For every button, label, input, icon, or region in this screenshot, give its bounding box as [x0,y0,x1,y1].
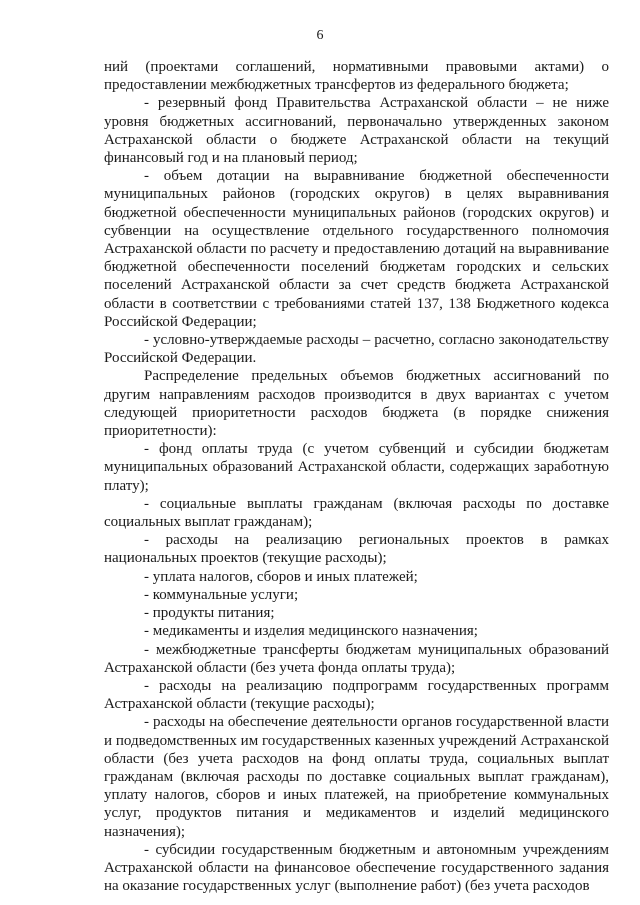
list-item: - объем дотации на выравнивание бюджетной обеспеченности муниципальных районов (городских округов) в целях выравнивания бюджетной обеспеченности муниципальных районов (городских округов) и субвенции на осуществление отдельного государственного полномочия Астраханской области по расчету и предоставлению дотаций на выравнивание бюджетной обеспеченности поселений бюджетам городских и сельских поселений Астраханской области за счет средств бюджета Астраханской области в соответствии с требованиями статей 137, 138 Бюджетного кодекса Российской Федерации; [104,168,609,330]
list-item: - межбюджетные трансферты бюджетам муниципальных образований Астраханской области (без учета фонда оплаты труда); [104,641,609,676]
list-item: - условно-утверждаемые расходы – расчетно, согласно законодательству Российской Федерации. [104,332,609,367]
list-item: - субсидии государственным бюджетным и автономным учреждениям Астраханской области на финансовое обеспечение государственного задания на оказание государственных услуг (выполнение работ) (без учета расходов [104,841,609,895]
list-item: - расходы на обеспечение деятельности органов государственной власти и подведомственных им государственных казенных учреждений Астраханской области (без учета расходов на фонд оплаты труда, социальных выплат гражданам (включая расходы по доставке социальных выплат гражданам), уплату налогов, сборов и иных платежей, на приобретение коммунальных услуг, продуктов питания и медикаментов и изделий медицинского назначения); [104,714,609,840]
page-number: 6 [316,28,324,43]
list-item: - фонд оплаты труда (с учетом субвенций и субсидии бюджетам муниципальных образований Астраханской области, содержащих заработную плату); [104,441,609,494]
paragraph: Распределение предельных объемов бюджетных ассигнований по другим направлениям расходов производится в двух вариантах с учетом следующей приоритетности расходов бюджета (в порядке снижения приоритетности): [104,368,609,440]
list-item: - коммунальные услуги; [144,586,299,603]
list-item: - уплата налогов, сборов и иных платежей; [144,568,418,585]
list-item: - социальные выплаты гражданам (включая расходы по доставке социальных выплат гражданам); [104,495,609,531]
paragraph: ний (проектами соглашений, нормативными правовыми актами) о предоставлении межбюджетных трансфертов из федерального бюджета; [104,59,609,94]
list-item: - продукты питания; [144,605,275,622]
list-item: - медикаменты и изделия медицинского назначения; [144,623,478,640]
list-item: - расходы на реализацию региональных проектов в рамках национальных проектов (текущие расходы); [104,532,609,567]
list-item: - резервный фонд Правительства Астраханской области – не ниже уровня бюджетных ассигнований, первоначально утвержденных законом Астраханской области о бюджете Астраханской области на текущий финансовый год и на плановый период; [104,95,609,167]
list-item: - расходы на реализацию подпрограмм государственных программ Астраханской области (текущие расходы); [104,677,609,713]
document-body [104,58,609,895]
